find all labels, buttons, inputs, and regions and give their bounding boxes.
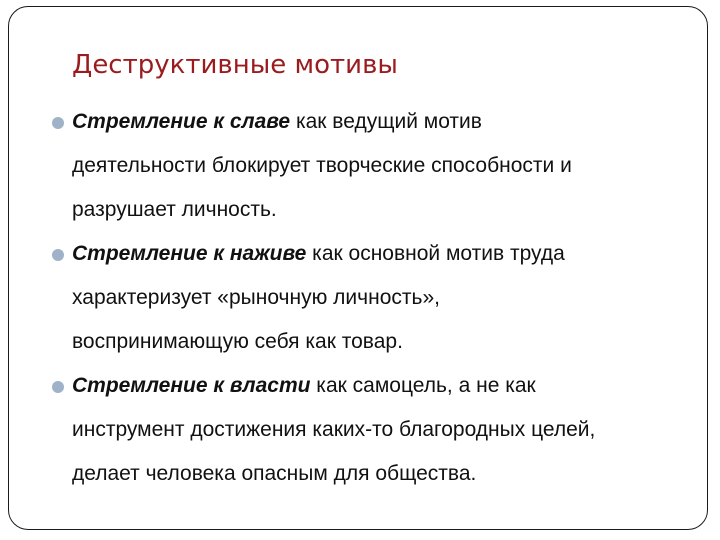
bullet-text: как самоцель, а не как <box>310 374 536 397</box>
bullet-item-profit <box>50 232 690 364</box>
bullet-item-power <box>50 364 690 496</box>
bullet-text: делает человека опасным для общества. <box>72 462 477 485</box>
bullet-marker <box>52 117 64 129</box>
bullet-emphasis: Стремление к славе <box>72 110 291 133</box>
bullet-text: деятельности блокирует творческие способности и <box>72 154 572 177</box>
bullet-text: характеризует «рыночную личность», <box>72 286 440 309</box>
bullet-emphasis: Стремление к власти <box>72 374 311 397</box>
bullet-line <box>72 100 690 144</box>
bullet-text: воспринимающую себя как товар. <box>72 330 403 353</box>
bullet-text: как основной мотив труда <box>306 242 565 265</box>
bullet-marker <box>52 249 64 261</box>
bullet-text: инструмент достижения каких-то благородных целей, <box>72 418 596 441</box>
bullet-line <box>72 232 690 276</box>
bullet-item-fame <box>50 100 690 232</box>
bullet-text: как ведущий мотив <box>290 110 482 133</box>
bullet-emphasis: Стремление к наживе <box>72 242 307 265</box>
slide-title: Деструктивные мотивы <box>72 50 398 80</box>
bullet-marker <box>52 381 64 393</box>
bullet-list <box>50 100 690 496</box>
bullet-text: разрушает личность. <box>72 198 277 221</box>
bullet-line <box>72 364 690 408</box>
